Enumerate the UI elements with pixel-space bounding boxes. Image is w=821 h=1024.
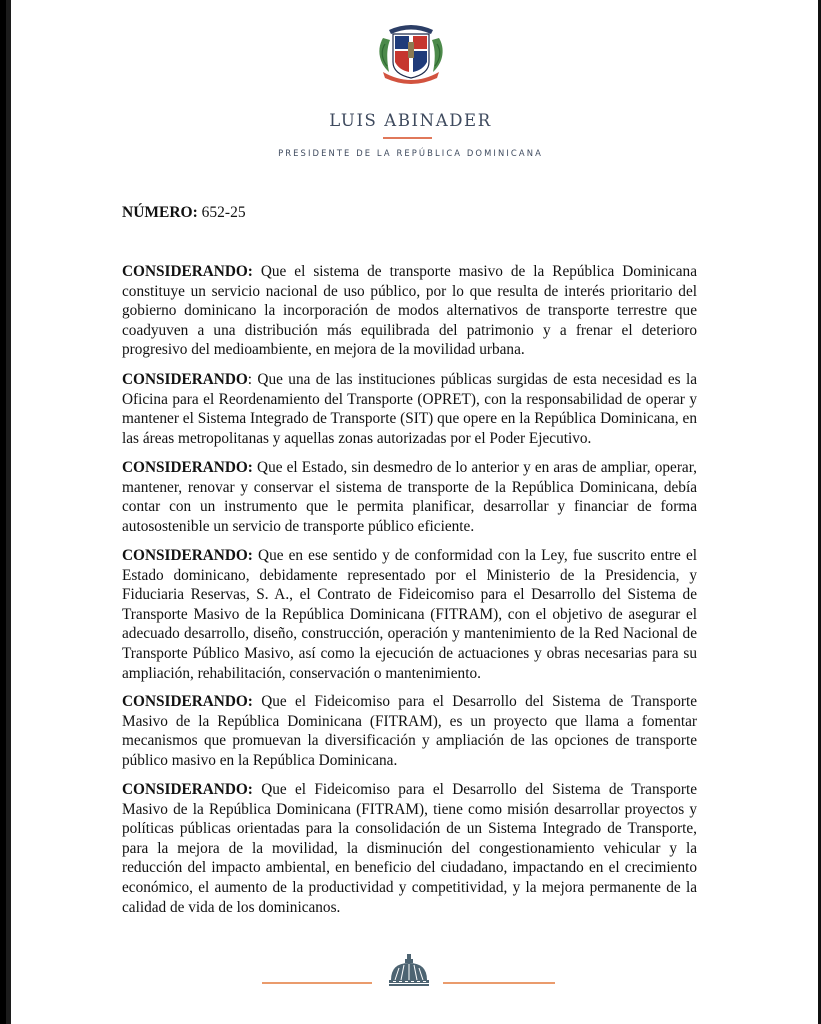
footer-rule-left: [262, 982, 372, 984]
considerando-paragraph: [122, 780, 697, 917]
considerando-text: Que el Estado, sin desmedro de lo anterior y en aras de ampliar, operar, mantener, renovar y conservar el sistema de transporte de la República Dominicana, debía contar con un instrumento que le permita planificar, desarrollar y financiar de forma autosostenible un servicio de transporte público eficiente.: [122, 459, 698, 535]
considerando-text: Que el Fideicomiso para el Desarrollo del Sistema de Transporte Masivo de la República Dominicana (FITRAM), es un proyecto que llama a fomentar mecanismos que promuevan la diversificación y ampliación de las opciones de transporte público masivo en la República Dominicana.: [122, 693, 698, 769]
header-accent-rule: [383, 137, 432, 139]
considerando-text: : Que una de las instituciones públicas surgidas de esta necesidad es la Oficina para el Reordenamiento del Transporte (OPRET), con la responsabilidad de operar y mantener el Sistema Integrado de Transporte (SIT) que opere en la República Dominicana, en las áreas metropolitanas y aquellas zonas autorizadas por el Poder Ejecutivo.: [122, 371, 697, 447]
national-palace-dome-icon: [387, 953, 431, 988]
considerando-label: CONSIDERANDO:: [122, 547, 253, 564]
considerando-paragraph: [122, 370, 697, 448]
president-title: PRESIDENTE DE LA REPÚBLICA DOMINICANA: [278, 148, 543, 158]
considerando-label: CONSIDERANDO:: [122, 693, 253, 710]
considerando-paragraph: [122, 546, 697, 683]
considerando-paragraph: [122, 458, 697, 536]
decree-number-value: 652-25: [201, 204, 246, 221]
considerando-text: Que en ese sentido y de conformidad con la Ley, fue suscrito entre el Estado dominicano, debidamente representado por el Ministerio de la Presidencia, y Fiduciaria Reservas, S. A., el Contrato de Fideicomiso para el Desarrollo del Sistema de Transporte Masivo de la República Dominicana (FITRAM), con el objetivo de asegurar el adecuado desarrollo, diseño, construcción, operación y mantenimiento de la Red Nacional de Transporte Público Masivo, así como la ejecución de actuaciones y obras necesarias para su ampliación, rehabilitación, conservación o mantenimiento.: [122, 547, 697, 682]
considerando-label: CONSIDERANDO:: [122, 263, 253, 280]
considerando-paragraph: [122, 262, 697, 360]
footer-rule-right: [443, 982, 555, 984]
president-name: LUIS ABINADER: [329, 111, 492, 130]
considerando-paragraph: [122, 692, 697, 770]
considerando-label: CONSIDERANDO:: [122, 781, 253, 798]
decree-number: [122, 204, 246, 222]
considerando-text: Que el sistema de transporte masivo de la República Dominicana constituye un servicio nacional de uso público, por lo que resulta de interés prioritario del gobierno dominicano la incorporación de modos alternativos de transporte terrestre que coadyuven a una distribución más equilibrada del patrimonio y a frenar el deterioro progresivo del medioambiente, en mejora de la movilidad urbana.: [122, 263, 697, 359]
considerando-text: Que el Fideicomiso para el Desarrollo del Sistema de Transporte Masivo de la República Dominicana (FITRAM), tiene como misión desarrollar proyectos y políticas públicas orientadas para la consolidación de un Sistema Integrado de Transporte, para la mejora de la movilidad, la disminución del congestionamiento vehicular y la reducción del impacto ambiental, en beneficio del ciudadano, impactando en el crecimiento económico, el aumento de la productividad y competitividad, y la mejora permanente de la calidad de vida de los dominicanos.: [122, 781, 698, 916]
dominican-republic-coat-of-arms-icon: [375, 20, 447, 88]
considerando-label: CONSIDERANDO: [122, 371, 248, 388]
considerando-label: CONSIDERANDO:: [122, 459, 253, 476]
decree-number-label: NÚMERO:: [122, 204, 198, 221]
